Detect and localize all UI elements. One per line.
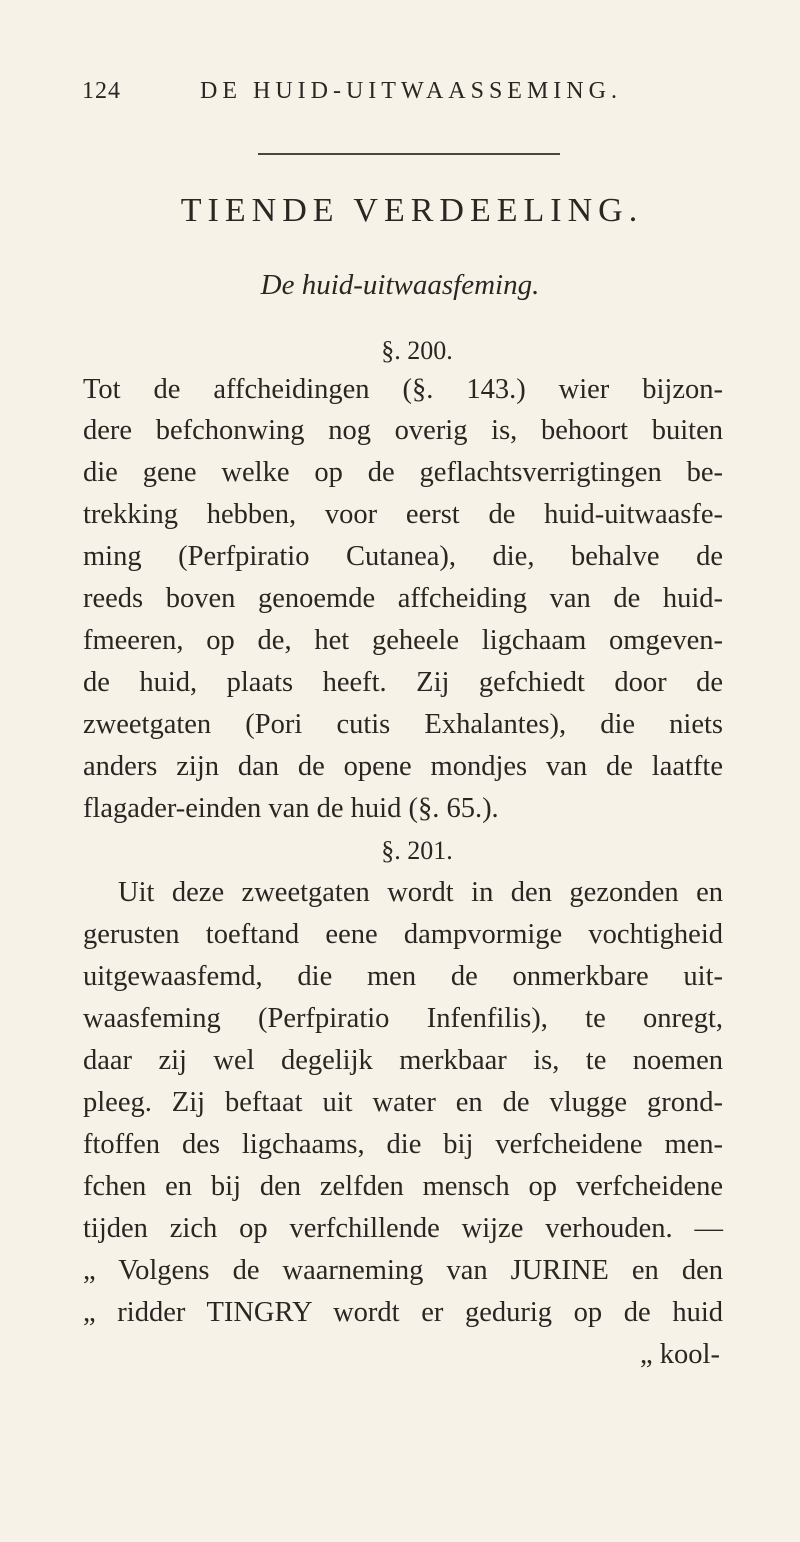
text-line: dere befchonwing nog overig is, behoort buiten <box>83 415 723 446</box>
running-title: DE HUID-UITWAASSEMING. <box>200 78 622 104</box>
text-line: die gene welke op de geflachtsverrigtingen be- <box>83 457 723 488</box>
text-line: reeds boven genoemde affcheiding van de huid- <box>83 583 723 614</box>
section-title: TIENDE VERDEELING. <box>180 192 644 229</box>
text-line: „ Volgens de waarneming van JURINE en den <box>83 1255 723 1286</box>
text-line: anders zijn dan de opene mondjes van de laatfte <box>83 751 723 782</box>
text-line: flagader-einden van de huid (§. 65.). <box>83 793 499 824</box>
text-line: trekking hebben, voor eerst de huid-uitwaasfe- <box>83 499 723 530</box>
text-line: de huid, plaats heeft. Zij gefchiedt door de <box>83 667 723 698</box>
section-subtitle: De huid-uitwaasfeming. <box>260 269 540 301</box>
text-line: daar zij wel degelijk merkbaar is, te noemen <box>83 1045 723 1076</box>
page-header <box>82 78 722 118</box>
text-line: uitgewaasfemd, die men de onmerkbare uit- <box>83 961 723 992</box>
catchword: „ kool- <box>640 1339 720 1370</box>
page-number: 124 <box>82 78 121 104</box>
text-line: pleeg. Zij beftaat uit water en de vlugge grond- <box>83 1087 723 1118</box>
header-rule <box>258 153 560 155</box>
text-line: Tot de affcheidingen (§. 143.) wier bijzon- <box>83 374 723 405</box>
text-line: „ ridder TINGRY wordt er gedurig op de huid <box>83 1297 723 1328</box>
text-line: tijden zich op verfchillende wijze verhouden. — <box>83 1213 723 1244</box>
text-line: fmeeren, op de, het geheele ligchaam omgeven- <box>83 625 723 656</box>
paragraph-number: §. 200. <box>381 336 453 365</box>
paragraph-number: §. 201. <box>381 836 453 865</box>
text-line: fchen en bij den zelfden mensch op verfcheidene <box>83 1171 723 1202</box>
text-line: waasfeming (Perfpiratio Infenfilis), te onregt, <box>83 1003 723 1034</box>
text-line: ftoffen des ligchaams, die bij verfcheidene men- <box>83 1129 723 1160</box>
text-line: zweetgaten (Pori cutis Exhalantes), die niets <box>83 709 723 740</box>
text-line: gerusten toeftand eene dampvormige vochtigheid <box>83 919 723 950</box>
text-line: ming (Perfpiratio Cutanea), die, behalve de <box>83 541 723 572</box>
text-line: Uit deze zweetgaten wordt in den gezonden en <box>118 877 723 908</box>
